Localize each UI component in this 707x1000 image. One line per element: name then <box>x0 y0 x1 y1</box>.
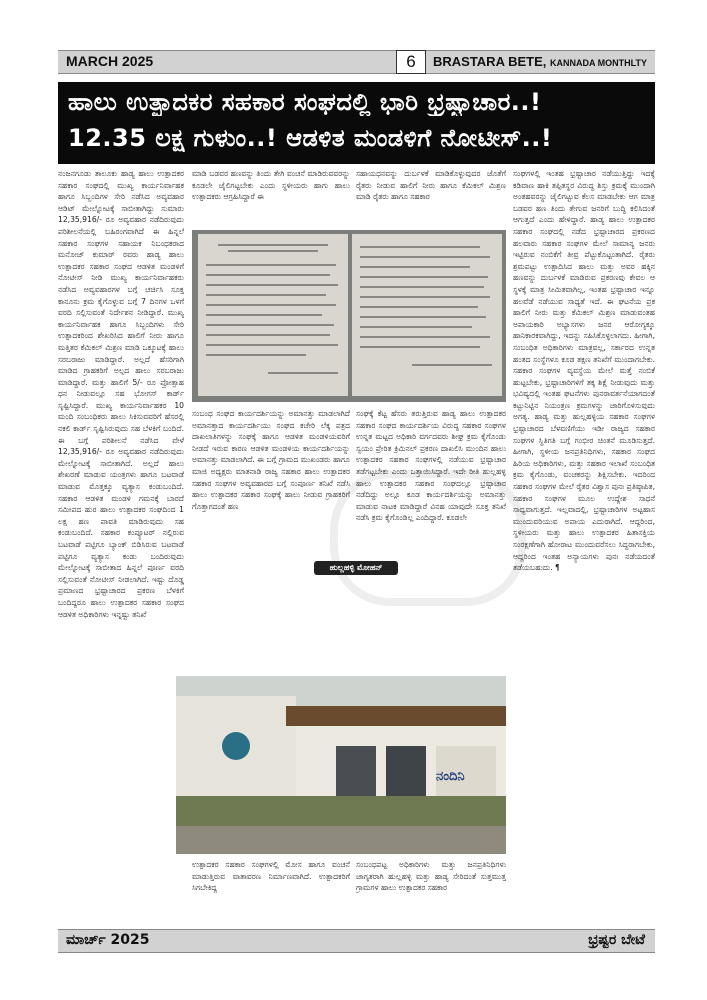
article-column-2-top <box>192 168 350 228</box>
article-text: ಸಂಬಂಧಪಟ್ಟ ಅಧಿಕಾರಿಗಳು ಮತ್ತು ಜನಪ್ರತಿನಿಧಿಗಳು ಜಾಗೃತರಾಗಿ ಹುಲ್ಲಹಳ್ಳಿ ಮತ್ತು ಹಾಡ್ಯ ಸೇರಿದಂತೆ ಸುತ್ತಮುತ್ತ ಗ್ರಾಮಗಳ ಹಾಲು ಉತ್ಪಾದಕರ ಸಹಕಾರ <box>356 860 506 893</box>
publication-name <box>433 54 647 69</box>
article-column-1 <box>58 168 184 910</box>
masthead-bar <box>58 50 655 74</box>
footer-month: ಮಾರ್ಚ್ 2025 <box>66 932 150 948</box>
article-text: ಸಹಾಯಧನವನ್ನು ದುರ್ಬಳಕೆ ಮಾಡಿಕೊಳ್ಳುವುದರ ಜೊತೆಗೆ ರೈತರು ನೀಡುವ ಹಾಲಿಗೆ ನೀರು ಹಾಗೂ ಕೆಮಿಕಲ್ ಮಿಶ್ರಣ ಮಾಡಿ ರೈತರು ಹಾಗೂ ಸಹಕಾರ <box>356 169 506 202</box>
cooperative-building-photo <box>176 676 506 854</box>
article-text: ಮಾಡಿ ಬಡವರ ಹಣವನ್ನು ತಿಂದು ತೇಗಿ ವಂಚನೆ ಮಾಡಿರುವವರನ್ನು ಕೂಡಲೇ ಜೈಲಿಗಟ್ಟಬೇಕು ಎಂದು ಸ್ಥಳೀಯರು ಹಾಗು ಹಾಲು ಉತ್ಪಾದಕರು ಆಗ್ರಹಿಸಿದ್ದಾರೆ ಈ <box>192 169 350 202</box>
issue-month: MARCH 2025 <box>66 53 154 69</box>
headline-block <box>58 82 655 164</box>
headline-line-2: 12.35 ಲಕ್ಷ ಗುಳುಂ..! ಆಡಳಿತ ಮಂಡಳಿಗೆ ನೋಟೀಸ್..! <box>68 124 553 152</box>
article-text: ನಂಜನಗೂಡು ತಾಲೂಕು ಹಾಡ್ಯ ಹಾಲು ಉತ್ಪಾದಕರ ಸಹಕಾರ ಸಂಘದಲ್ಲಿ ಮುಖ್ಯ ಕಾರ್ಯನಿರ್ವಾಹಕ ಹಾಗೂ ಸಿಬ್ಬಂದಿಗಳ ಸೇರಿ ನಡೆಸಿದ ಅವ್ಯವಹಾರ ಆಡಿಟ್ ಮೇಲ್ನೋಟಕ್ಕೆ ಸಾಬೀತಾಗಿದ್ದು ಸುಮಾರು 12,35,916/- ರೂ ಅವ್ಯವಹಾರ ನಡೆದಿರುವುದು ಪರಿಶೀಲನೆಯಲ್ಲಿ ಬಹಿರಂಗವಾಗಿದೆ ಈ ಹಿನ್ನಲೆ ಸಹಕಾರ ಸಂಘಗಳ ಸಹಾಯಕ ನಿಬಂಧಕರಾದ ಮನೋಜ್ ಕುಮಾರ್ ರವರು ಹಾಡ್ಯ ಹಾಲು ಉತ್ಪಾದಕರ ಸಹಕಾರ ಸಂಘದ ಆಡಳಿತ ಮಂಡಳಿಗೆ ನೋಟೀಸ್ ನೀಡಿ ಮುಖ್ಯ ಕಾರ್ಯನಿರ್ವಾಹಕರು ನಡೆಸಿದ ಅವ್ಯವಹಾರಗಳ ಬಗ್ಗೆ ಚರ್ಚಿಸಿ ಸೂಕ್ತ ಕಾನೂನು ಕ್ರಮ ಕೈಗೊಳ್ಳುವ ಬಗ್ಗೆ 7 ದಿನಗಳ ಒಳಗೆ ವರದಿ ಸಲ್ಲಿಸುವಂತೆ ನಿರ್ದೇಶನ ನೀಡಿದ್ದಾರೆ. ಮುಖ್ಯ ಕಾರ್ಯನಿರ್ವಾಹಕ ಹಾಗೂ ಸಿಬ್ಬಂದಿಗಳು ಸೇರಿ ಉತ್ಪಾದಕರಿಂದ ಶೇಖರಿಸಿದ ಹಾಲಿಗೆ ನೀರು ಹಾಗೂ ಮತ್ತಿತರ ಕೆಮಿಕಲ್ ಮಿಶ್ರಣ ಮಾಡಿ ಒಕ್ಕೂಟಕ್ಕೆ ಹಾಲು ಸರಬರಾಜು ಮಾಡಿದ್ದಾರೆ. ಅಲ್ಲದೆ ಹೆಸರಿಗಾಗಿ ಮಾಡಿದ ಗ್ರಾಹಕರಿಗೆ ಅಲ್ಪದ ಹಾಲು ಸರಬರಾಜು ಮಾಡಿದ್ದಾರೆ. ಮತ್ತು ಹಾಲಿಗೆ 5/- ರೂ ಪ್ರೋತ್ಸಾಹ ಧನ ನೀಡುವಲ್ಲೂ ಸಹ ಭೋಗಸ್ ಕಾರ್ಡ್ ಸೃಷ್ಟಿಸಿದ್ದಾರೆ. ಮುಖ್ಯ ಕಾರ್ಯನಿರ್ವಾಹಕರ 10 ಮಂದಿ ಸಂಬಂಧಿಕರು ಹಾಲು ಸಿಕಿಸುವವರಿಗೆ ಹೆಸರಲ್ಲಿ ನಕಲಿ ಕಾರ್ಡ್ ಸೃಷ್ಟಿಸಿರುವುದು ಸಹ ಬೆಳಕಿಗೆ ಬಂದಿದೆ. ಈ ಬಗ್ಗೆ ಪರಿಶೀಲನೆ ನಡೆಸಿದ ವೇಳೆ 12,35,916/- ರೂ ಅವ್ಯವಹಾರ ನಡೆದಿರುವುದು ಮೇಲ್ನೋಟಕ್ಕೆ ಸಾಬೀತಾಗಿದೆ. ಅಲ್ಲದೆ ಹಾಲು ಶೇಖರಣೆ ಮಾಡುವ ಯಂತ್ರಗಳು ಹಾಗೂ ಬಟವಾಡೆ ಮಾಡುವ ಮೊತ್ತಕ್ಕೂ ವ್ಯತ್ಯಾಸ ಕಂಡುಬಂದಿದೆ. ಸಹಕಾರ ಆಡಳಿತ ಮಂಡಳಿ ಗಮನಕ್ಕೆ ಬಾರದೆ ಸಮೀಪದ ಹುರ ಹಾಲು ಉತ್ಪಾದಕರ ಸಂಘದಿಂದ 1 ಲಕ್ಷ ಹಣ ಪಾವತಿ ಮಾಡಿರುವುದು ಸಹ ಕಂಡುಬಂದಿದೆ. ಸಹಕಾರ ಕಂಪ್ಯೂಟರ್ ನಲ್ಲಿರುವ ಬಟವಾಡೆ ಪಟ್ಟಿಗೂ ಬ್ಯಾಂಕ್ ಬಿಡಿಸಿರುವ ಬಟವಾಡೆ ಪಟ್ಟಿಗೂ ವ್ಯತ್ಯಾಸ ಕಂಡು ಬಂದಿರುವುದು ಮೇಲ್ನೋಟಕ್ಕೆ ಸಾಬೀತಾದ ಹಿನ್ನಲೆ ಪೂರ್ಣ ವರದಿ ಸಲ್ಲಿಸುವಂತೆ ನೋಟೀಸ್ ನೀಡಲಾಗಿದೆ. ಇಷ್ಟು ದೊಡ್ಡ ಪ್ರಮಾಣದ ಭ್ರಷ್ಟಾಚಾರದ ಪ್ರಕರಣ ಬೆಳಕಿಗೆ ಬಂದಿದ್ದರೂ ಹಾಲು ಉತ್ಪಾದಕರ ಸಹಕಾರ ಸಂಘದ ಆಡಳಿತ ಅಧಿಕಾರಿಗಳು ಇನ್ನಷ್ಟು ತನಿಖೆ <box>58 169 184 619</box>
article-column-3-bottom <box>356 859 506 911</box>
article-column-2-bottom <box>192 859 350 911</box>
headline-line-1: ಹಾಲು ಉತ್ಪಾದಕರ ಸಹಕಾರ ಸಂಘದಲ್ಲಿ ಭಾರಿ ಭ್ರಷ್ಟಾಚಾರ..! <box>68 88 542 116</box>
publication-subtitle: KANNADA MONTHLTY <box>550 58 647 68</box>
publication-title: BRASTARA BETE, <box>432 54 547 69</box>
footer-bar <box>58 929 655 953</box>
footer-publication: ಭ್ರಷ್ಟರ ಬೇಟೆ <box>588 932 645 948</box>
article-column-4 <box>513 168 655 910</box>
article-column-3-top <box>356 168 506 228</box>
nandini-sign: ನಂದಿನಿ <box>436 769 465 784</box>
page-number: 6 <box>396 50 426 74</box>
article-text: ಉತ್ಪಾದಕರ ಸಹಕಾರ ಸಂಘಗಳಲ್ಲಿ ಮೋಸ ಹಾಗೂ ವಂಚನೆ ಮಾಡುತ್ತಿರುವ ವಾತಾವರಣ ನಿರ್ಮಾಣವಾಗಿದೆ. ಉತ್ಪಾದಕರಿಗೆ ಸಿಗಬೇಕಿದ್ದ <box>192 860 350 893</box>
article-text: ಸಂಘಕ್ಕೆ ಕೆಟ್ಟ ಹೆಸರು ತರುತ್ತಿರುವ ಹಾಡ್ಯ ಹಾಲು ಉತ್ಪಾದಕರ ಸಹಕಾರ ಸಂಘದ ಕಾರ್ಯದರ್ಶಿಯ ವಿರುದ್ಧ ಸಹಕಾರ ಸಂಘಗಳ ಉನ್ನತ ಮಟ್ಟದ ಅಧಿಕಾರಿ ವರ್ಗದವರು ಶೀಘ್ರ ಕ್ರಮ ಕೈಗೊಂಡು ಸ್ವಯಂ ಪ್ರೇರಿತ ಕ್ರಿಮಿನಲ್ ಪ್ರಕರಣ ದಾಖಲಿಸಿ ಮುಂದಿನ ಹಾಲು ಉತ್ಪಾದಕರ ಸಹಕಾರ ಸಂಘಗಳಲ್ಲಿ ನಡೆಯುವ ಭ್ರಷ್ಟಾಚಾರ ತಡೆಗಟ್ಟಬೇಕು ಎಂದು ಒತ್ತಾಯಿಸಿದ್ದಾರೆ. ಇದೇ ರೀತಿ ಹುಲ್ಲಹಳ್ಳಿ ಹಾಲು ಉತ್ಪಾದಕರ ಸಹಕಾರ ಸಂಘದಲ್ಲೂ ಭ್ರಷ್ಟಾಚಾರ ನಡೆದಿದ್ದು ಅಲ್ಲೂ ಕೂಡ ಕಾರ್ಯದರ್ಶಿಯನ್ನು ಅಮಾನತ್ತು ಮಾಡುವ ನಾಟಕ ಮಾಡಿದ್ದಾರೆ ವಿನಹ ಯಾವುದೇ ಸೂಕ್ತ ತನಿಖೆ ನಡೆಸಿ ಕ್ರಮ ಕೈಗೊಂಡಿಲ್ಲ ಎಂದಿದ್ದಾರೆ. ಕೂಡಲೇ <box>356 409 506 523</box>
article-text: ಸಂಘಗಳಲ್ಲಿ ಇಂತಹ ಭ್ರಷ್ಟಾಚಾರ ನಡೆಯುತ್ತಿದ್ದು ಇದಕ್ಕೆ ಕಡಿವಾಣ ಹಾಕಿ ತಪ್ಪಿತಸ್ಥರ ವಿರುದ್ಧ ಶಿಸ್ತು ಕ್ರಮಕ್ಕೆ ಮುಂದಾಗಿ ಅಂತಹವರನ್ನು ಜೈಲಿಗಟ್ಟುವ ಕೆಲಸ ಮಾಡಬೇಕು ಆಗ ಮಾತ್ರ ಬಡವರ ಹಣ ತಿಂದು ತೇಗುವ ಜನರಿಗೆ ಬುದ್ಧಿ ಕಲಿಸಿದಂತೆ ಆಗುತ್ತದೆ ಎಂದು ಹೇಳಿದ್ದಾರೆ. ಹಾಡ್ಯ ಹಾಲು ಉತ್ಪಾದಕರ ಸಹಕಾರ ಸಂಘದಲ್ಲಿ ನಡೆದ ಭ್ರಷ್ಟಾಚಾರದ ಪ್ರಕರಣದ ಹಲವಾರು ಸಹಕಾರ ಸಂಘಗಳ ಮೇಲೆ ಸಾಮಾನ್ಯ ಜನರು ಇಟ್ಟಿರುವ ನಂಬಿಕೆಗೆ ತೀವ್ರ ಪೆಟ್ಟುಕೊಟ್ಟಂತಾಗಿದೆ. ರೈತರು ಶ್ರಮಪಟ್ಟು ಉತ್ಪಾದಿಸಿದ ಹಾಲು ಮತ್ತು ಅವರ ಹಕ್ಕಿನ ಹಣವನ್ನು ದುರ್ಬಳಕೆ ಮಾಡಿರುವ ಪ್ರಕರಣವು ಕೇವಲ ಆ ಸ್ಥಳಕ್ಕೆ ಮಾತ್ರ ಸೀಮಿತವಾಗಿಲ್ಲ, ಇಂತಹ ಭ್ರಷ್ಟಾಚಾರ ಇನ್ನೂ ಹಲವೆಡೆ ನಡೆಯುವ ಸಾಧ್ಯತೆ ಇದೆ. ಈ ಘಟನೆಯ ಪ್ರಕ ಹಾಲಿಗೆ ನೀರು ಮತ್ತು ಕೆಮಿಕಲ್ ಮಿಶ್ರಣ ಮಾಡುವಂತಹ ಅಪಾಯಕಾರಿ ಅಭ್ಯಾಸಗಳು ಜನರ ಆರೋಗ್ಯಕ್ಕೂ ಹಾನಿಕಾರಕವಾಗಿದ್ದು, ಇದನ್ನು ಸಹಿಸಿಕೊಳ್ಳಲಾಗದು. ಹೀಗಾಗಿ, ಸಂಬಂಧಿತ ಅಧಿಕಾರಿಗಳು ಮಾತ್ರವಲ್ಲ, ಸರ್ಕಾರದ ಉನ್ನತ ಹಂತದ ಸಂಸ್ಥೆಗಳೂ ಕೂಡ ತಕ್ಷಣ ತನಿಖೆಗೆ ಮುಂದಾಗಬೇಕು. ಸಹಕಾರ ಸಂಘಗಳ ವ್ಯವಸ್ಥೆಯ ಮೇಲೆ ಮತ್ತೆ ನಂಬಿಕೆ ಹುಟ್ಟಬೇಕು, ಭ್ರಷ್ಟಾಚಾರಿಗಳಿಗೆ ತಕ್ಕ ಶಿಕ್ಷೆ ನೀಡುವುದು ಮತ್ತು ಭವಿಷ್ಯದಲ್ಲಿ ಇಂತಹ ಘಟನೆಗಳು ಪುನರಾವರ್ತನೆಯಾಗದಂತೆ ಕಟ್ಟುನಿಟ್ಟಿನ ನಿಯಂತ್ರಣ ಕ್ರಮಗಳನ್ನು ಜಾರಿಗೊಳಿಸುವುದು ಅಗತ್ಯ. ಹಾಡ್ಯ ಮತ್ತು ಹುಲ್ಲಹಳ್ಳಿಯ ಸಹಕಾರ ಸಂಘಗಳ ಭ್ರಷ್ಟಾಚಾರದ ಬೆಳವಣಿಗೆಯು ಇಡೀ ರಾಜ್ಯದ ಸಹಕಾರ ಸಂಘಗಳ ಸ್ಥಿತಿಗತಿ ಬಗ್ಗೆ ಗಂಭೀರ ಚಿಂತನೆ ಮೂಡಿಸುತ್ತದೆ. ಹೀಗಾಗಿ, ಸ್ಥಳೀಯ ಜನಪ್ರತಿನಿಧಿಗಳು, ಸಹಕಾರ ಸಂಘದ ಹಿರಿಯ ಅಧಿಕಾರಿಗಳು, ಮತ್ತು ಸಹಕಾರ ಇಲಾಖೆ ಸಂಬಂಧಿತ ಕ್ರಮ ಕೈಗೊಂಡು, ವಂಚಕರನ್ನು ಶಿಕ್ಷಿಸಬೇಕು. ಇದರಿಂದ ಸಹಕಾರ ಸಂಘಗಳ ಮೇಲೆ ರೈತರ ವಿಶ್ವಾಸ ಪುನಃ ಪ್ರತಿಷ್ಠಾಪಿತ, ಸಹಕಾರ ಸಂಘಗಳ ಮೂಲ ಉದ್ದೇಶ ಸಾಧನೆ ಸಾಧ್ಯವಾಗುತ್ತದೆ. ಇಲ್ಲವಾದಲ್ಲಿ, ಭ್ರಷ್ಟಾಚಾರಿಗಳ ಅಟ್ಟಹಾಸ ಮುಂದುವರಿಯುವ ಅಪಾಯ ಎದುರಾಗಿದೆ. ಆದ್ದರಿಂದ, ಸ್ಥಳೀಯರು ಮತ್ತು ಹಾಲು ಉತ್ಪಾದಕರ ಹಿತಾಸಕ್ತಿಯ ಸಂರಕ್ಷಣೆಗಾಗಿ ಹೋರಾಟ ಮುಂದುವರೆಸಲು ಸಿದ್ಧರಾಗಬೇಕು, ಆದ್ದರಿಂದ ಇಂತಹ ಅನ್ಯಾಯಗಳು ಪುನಃ ನಡೆಯದಂತೆ ತಡೆಯಬಹುದು. ¶ <box>513 169 655 573</box>
author-byline: ಹುಲ್ಲಹಳ್ಳಿ ಮೋಹನ್ <box>314 561 398 575</box>
building-illustration <box>176 676 506 854</box>
article-column-2-mid <box>192 408 350 668</box>
article-text: ಸಂಬಂಧ ಸಂಘದ ಕಾರ್ಯದರ್ಶಿಯನ್ನು ಅಮಾನತ್ತು ಮಾಡಲಾಗಿದೆ ಅಮಾನತ್ತಾದ ಕಾರ್ಯದರ್ಶಿಯು ಸಂಘದ ಕಚೇರಿ ಲೆಕ್ಕ ಪತ್ರದ ದಾಖಲಾತಿಗಳನ್ನು ಸಂಘಕ್ಕೆ ಹಾಗೂ ಆಡಳಿತ ಮಂಡಳಿಯವರಿಗೆ ನೀಡದೆ ಇರುವ ಕಾರಣ ಆಡಳಿತ ಮಂಡಳಿಯ ಕಾರ್ಯದರ್ಶಿಯನ್ನು ಅಮಾನತ್ತು ಮಾಡಲಾಗಿದೆ. ಈ ಬಗ್ಗೆ ಗ್ರಾಮದ ಮುಖಂಡರು ಹಾಗೂ ಮಾಜಿ ಅಧ್ಯಕ್ಷರು ಮಾತನಾಡಿ ರಾಜ್ಯ ಸಹಕಾರ ಹಾಲು ಉತ್ಪಾದಕರ ಸಹಕಾರ ಸಂಘಗಳ ಅವ್ಯವಹಾರದ ಬಗ್ಗೆ ಸಂಪೂರ್ಣ ತನಿಖೆ ನಡೆಸಿ ಹಾಲು ಉತ್ಪಾದಕರ ಸಹಕಾರ ಸಂಘಕ್ಕೆ ಹಾಲು ನೀಡುವ ಗ್ರಾಹಕರಿಗೆ ಗೊತ್ತಾಗದಂತೆ ಹಣ <box>192 409 350 511</box>
notice-document-right <box>352 234 502 396</box>
notice-documents-photo <box>192 230 506 402</box>
article-column-3-mid <box>356 408 506 668</box>
notice-document-left <box>198 234 348 396</box>
